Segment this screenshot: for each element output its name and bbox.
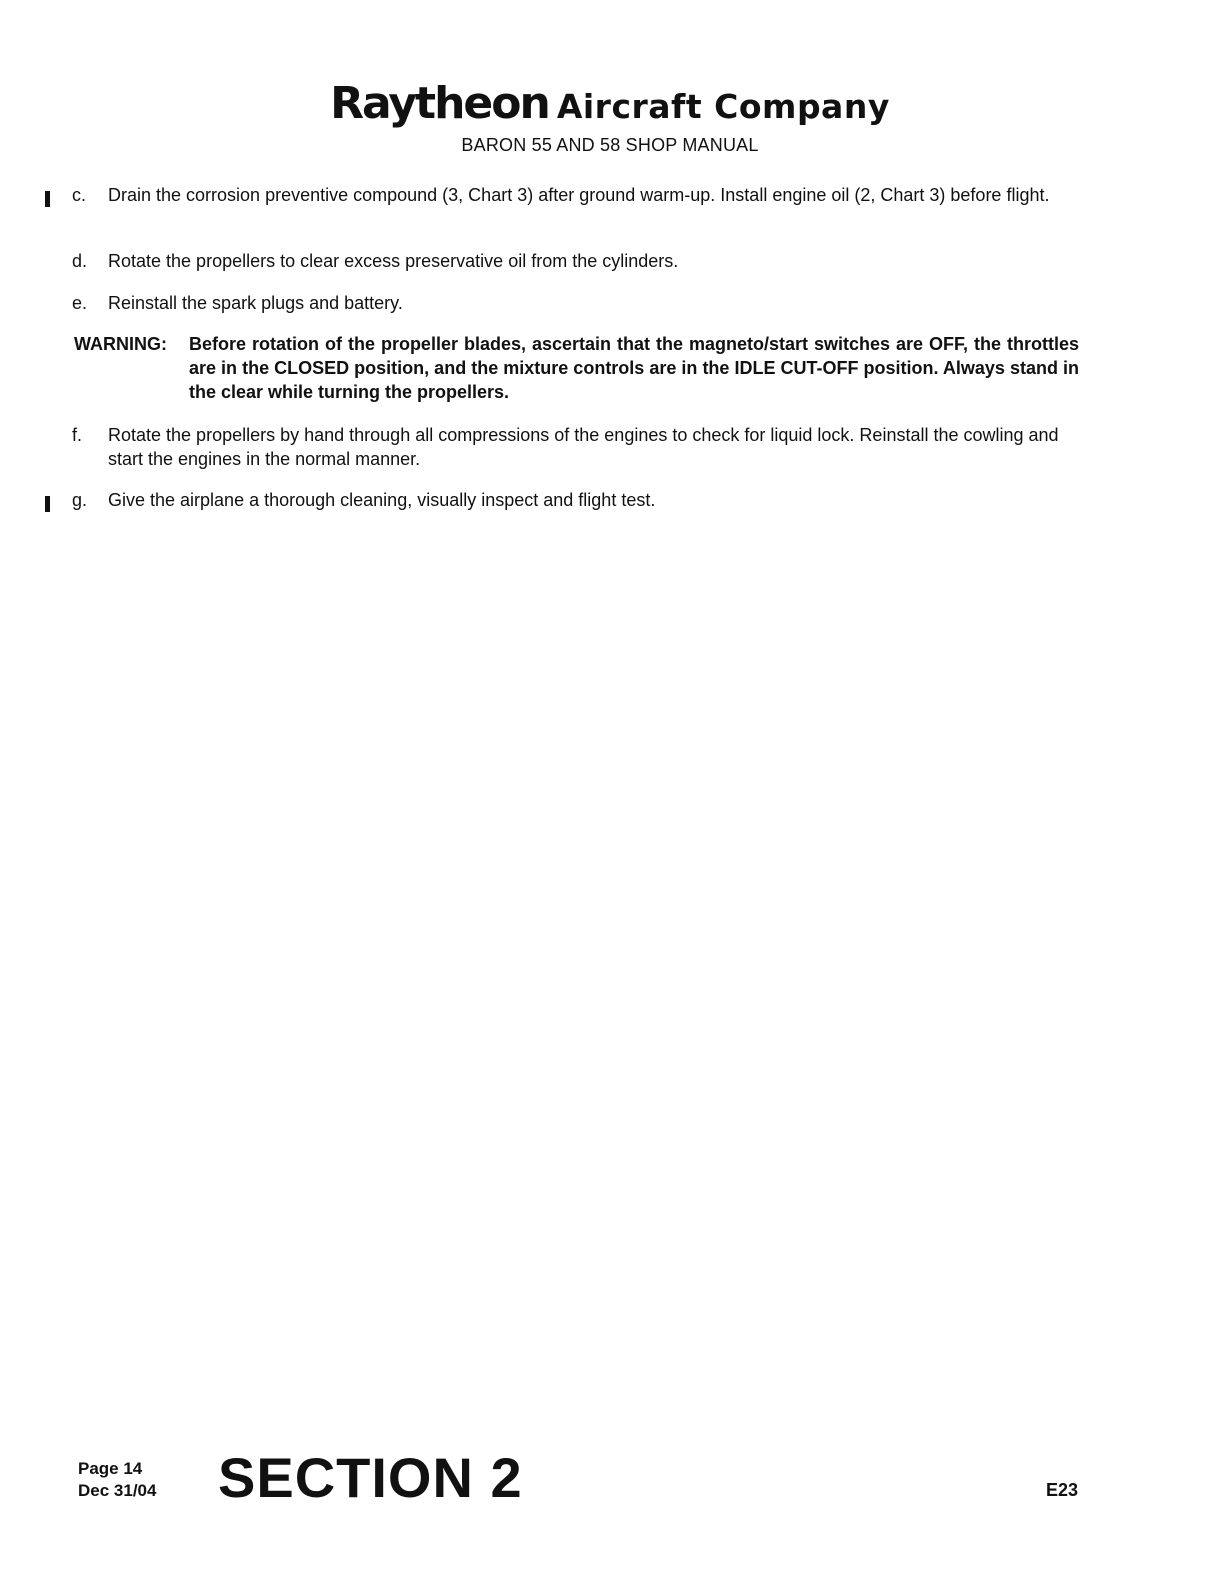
step-letter: d. xyxy=(72,251,88,271)
step-letter: c. xyxy=(72,185,87,205)
step-letter: e. xyxy=(72,293,88,313)
manual-title: BARON 55 AND 58 SHOP MANUAL xyxy=(461,135,759,155)
page-number: Page 14 xyxy=(78,1459,143,1478)
page-header xyxy=(0,78,1220,156)
step-text: Rotate the propellers by hand through all compressions of the engines to check for liquid lock. Reinstall the cowling and start the engines in the normal manner. xyxy=(108,425,1059,469)
step-text: Give the airplane a thorough cleaning, visually inspect and flight test. xyxy=(108,490,656,510)
step-letter: f. xyxy=(72,425,83,445)
step-text: Reinstall the spark plugs and battery. xyxy=(108,293,403,313)
warning-label: WARNING: xyxy=(74,334,167,354)
change-bar-icon xyxy=(45,496,50,512)
step-text: Drain the corrosion preventive compound (3, Chart 3) after ground warm-up. Install engine oil (2, Chart 3) before flight. xyxy=(108,185,1050,205)
page-info xyxy=(78,1458,156,1502)
brand-line xyxy=(0,78,1220,129)
step-text: Rotate the propellers to clear excess preservative oil from the cylinders. xyxy=(108,251,679,271)
change-bar-icon xyxy=(45,191,50,207)
company-name: Aircraft Company xyxy=(556,87,890,126)
step-letter: g. xyxy=(72,490,88,510)
raytheon-logo: Raytheon xyxy=(330,78,549,129)
warning-text: Before rotation of the propeller blades, ascertain that the magneto/start switches are OFF, the throttles are in the CLOSED position, and the mixture controls are in the IDLE CUT-OFF position. Always stand in the clear while turning the propellers. xyxy=(189,334,1079,402)
document-code: E23 xyxy=(1046,1480,1079,1500)
section-title: SECTION 2 xyxy=(218,1446,523,1509)
revision-date: Dec 31/04 xyxy=(78,1481,157,1500)
